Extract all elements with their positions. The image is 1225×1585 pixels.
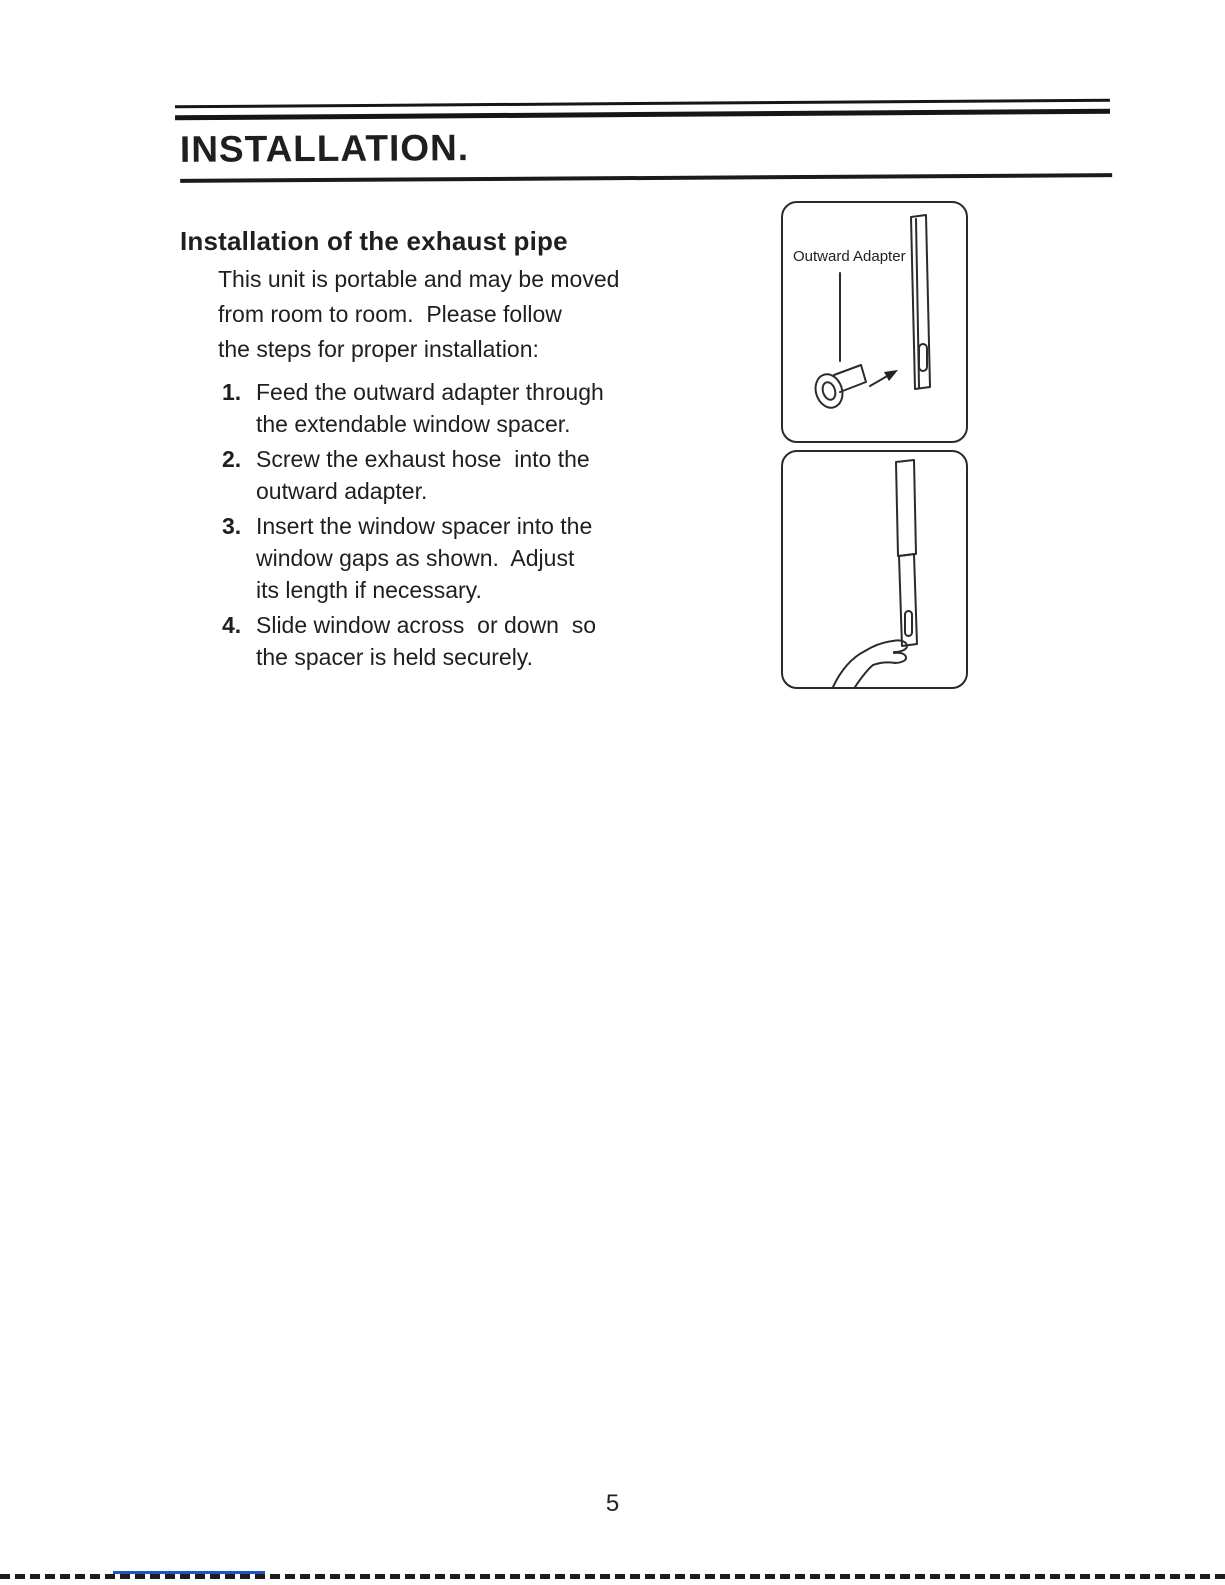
- step-line: its length if necessary.: [256, 577, 482, 603]
- step-number: 3.: [222, 513, 242, 539]
- step-text: [256, 510, 592, 606]
- step-text: [256, 609, 596, 673]
- top-double-rule: [175, 99, 1110, 121]
- rule-thin: [175, 99, 1110, 109]
- step-line: Screw the exhaust hose into the: [256, 446, 590, 472]
- step-line: outward adapter.: [256, 478, 428, 504]
- step-text: [256, 376, 604, 440]
- step-number: 1.: [222, 379, 242, 405]
- page-title: INSTALLATION.: [180, 123, 1112, 183]
- outward-adapter-diagram: [783, 203, 966, 441]
- step-line: Slide window across or down so: [256, 612, 597, 638]
- step-line: Feed the outward adapter through: [256, 379, 604, 405]
- outward-adapter-sketch: [811, 365, 866, 411]
- hand-sketch: [833, 640, 907, 687]
- intro-line: from room to room. Please follow: [218, 301, 562, 327]
- window-spacer-bar: [896, 460, 917, 646]
- step-text: [256, 443, 590, 507]
- step-item-3: [222, 510, 604, 606]
- step-line: the spacer is held securely.: [256, 644, 533, 670]
- figure-label: Outward Adapter: [793, 248, 906, 265]
- rule-thick: [175, 109, 1110, 121]
- step-item-1: [222, 376, 604, 440]
- step-line: window gaps as shown. Adjust: [256, 545, 575, 571]
- installation-steps: [222, 376, 604, 676]
- figure-window-spacer: [781, 450, 968, 689]
- step-line: Insert the window spacer into the: [256, 513, 593, 539]
- bottom-dashed-rule: [0, 1574, 1225, 1579]
- step-number: 4.: [222, 612, 242, 638]
- step-item-4: [222, 609, 604, 673]
- window-spacer-bar: [911, 215, 930, 389]
- window-spacer-diagram: [783, 452, 966, 687]
- intro-line: This unit is portable and may be moved: [218, 266, 620, 292]
- step-number: 2.: [222, 446, 242, 472]
- intro-paragraph: [218, 262, 619, 367]
- step-line: the extendable window spacer.: [256, 411, 571, 437]
- arrow-icon: [870, 370, 898, 386]
- page-number: 5: [605, 1490, 620, 1517]
- figure-outward-adapter: [781, 201, 968, 443]
- section-heading: Installation of the exhaust pipe: [180, 226, 568, 256]
- intro-line: the steps for proper installation:: [218, 336, 539, 362]
- step-item-2: [222, 443, 604, 507]
